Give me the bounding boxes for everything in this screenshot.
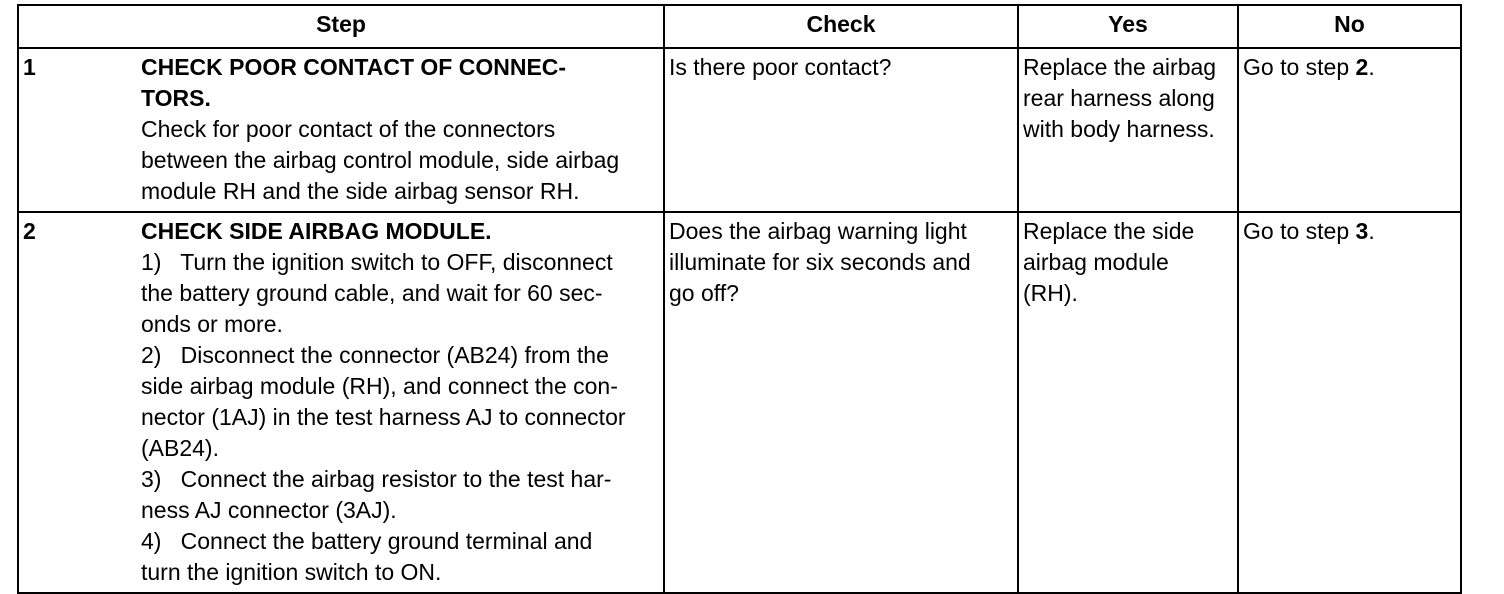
yes-text: with body harness. <box>1023 116 1215 142</box>
step-text: (AB24). <box>141 435 219 461</box>
step-title: TORS. <box>141 85 211 111</box>
step-text: 2) Disconnect the connector (AB24) from the <box>141 342 609 368</box>
diagnostic-table <box>17 4 1462 594</box>
no-step-link: 2 <box>1355 54 1369 80</box>
yes-text: rear harness along <box>1023 85 1215 111</box>
table-row <box>18 48 1461 212</box>
step-text: the battery ground cable, and wait for 60 sec- <box>141 280 603 306</box>
step-text: nector (1AJ) in the test harness AJ to connector <box>141 404 626 430</box>
yes-text: Replace the airbag <box>1023 54 1217 80</box>
check-text: illuminate for six seconds and <box>669 249 971 275</box>
step-number: 1 <box>23 54 36 80</box>
step-text: onds or more. <box>141 311 283 337</box>
check-text: go off? <box>669 280 739 306</box>
header-row <box>18 5 1461 48</box>
step-text: 4) Connect the battery ground terminal and <box>141 528 593 554</box>
yes-text: (RH). <box>1023 280 1078 306</box>
step-text: 3) Connect the airbag resistor to the test har- <box>141 466 612 492</box>
check-cell <box>664 48 1018 212</box>
table-row <box>18 212 1461 593</box>
step-number: 2 <box>23 218 36 244</box>
no-text: Go to step <box>1243 218 1356 244</box>
no-text: Go to step <box>1243 54 1356 80</box>
no-suffix: . <box>1368 218 1375 244</box>
check-cell <box>664 212 1018 593</box>
step-text: ness AJ connector (3AJ). <box>141 497 397 523</box>
no-cell <box>1238 48 1461 212</box>
step-text: between the airbag control module, side airbag <box>141 147 620 173</box>
check-text: Does the airbag warning light <box>669 218 967 244</box>
yes-text: Replace the side <box>1023 218 1195 244</box>
header-check: Check <box>664 5 1018 48</box>
yes-cell <box>1018 212 1238 593</box>
no-suffix: . <box>1368 54 1375 80</box>
header-yes: Yes <box>1018 5 1238 48</box>
yes-text: airbag module <box>1023 249 1169 275</box>
no-step-link: 3 <box>1355 218 1369 244</box>
step-title: CHECK SIDE AIRBAG MODULE. <box>141 218 492 244</box>
step-text: turn the ignition switch to ON. <box>141 559 442 585</box>
yes-cell <box>1018 48 1238 212</box>
step-cell <box>18 212 664 593</box>
header-no: No <box>1238 5 1461 48</box>
check-text: Is there poor contact? <box>669 54 892 80</box>
step-title: CHECK POOR CONTACT OF CONNEC- <box>141 54 567 80</box>
header-step: Step <box>18 5 664 48</box>
step-text: 1) Turn the ignition switch to OFF, disconnect <box>141 249 613 275</box>
step-text: Check for poor contact of the connectors <box>141 116 556 142</box>
step-cell <box>18 48 664 212</box>
step-text: module RH and the side airbag sensor RH. <box>141 178 580 204</box>
no-cell <box>1238 212 1461 593</box>
step-text: side airbag module (RH), and connect the con- <box>141 373 618 399</box>
